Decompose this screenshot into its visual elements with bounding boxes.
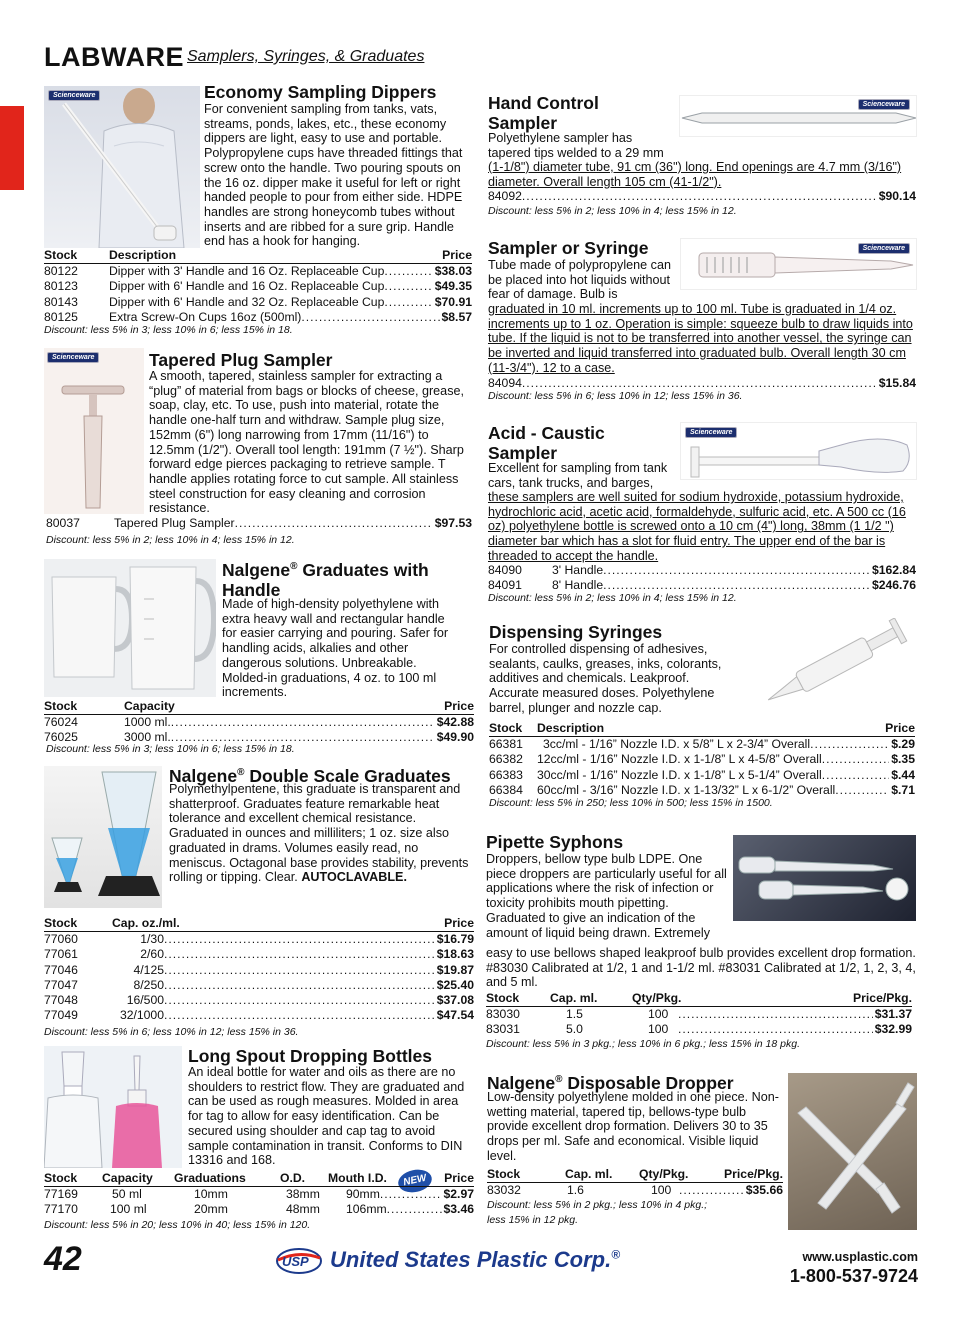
table-row: 77169 50 ml 10mm 38mm 90mm ..... $2.97	[44, 1187, 474, 1202]
syringe-sampler-description-a: Tube made of polypropylene can be placed into hot liquids without fear of damage. Bulb is	[488, 258, 671, 302]
pipette-photo	[733, 835, 916, 921]
table-row: 77049 32/1000 ..... $47.54	[44, 1008, 474, 1023]
double-scale-description: Polymethylpentene, this graduate is transparent and shatterproof. Graduates feature remarkable heat tolerance and excellent chemical resistance. Graduated in ounces and milliliters; 1 oz. size also graduated in drams. Volumes easily read, no meniscus. Octagonal base provides stability, prevents rolling or tipping. Clear. AUTOCLAVABLE.	[169, 782, 469, 885]
table-row: 66382 12cc/ml - 1/16” Nozzle I.D. x 1-1/8” L x 4-5/8” Overall ..... $.35	[489, 752, 915, 767]
table-header: Stock Cap. ml. Qty/Pkg. Price/Pkg.	[487, 1167, 783, 1183]
syringe-sampler-title: Sampler or Syringe	[488, 238, 649, 258]
table-row: 84092 ..... $90.14	[488, 189, 916, 204]
hand-control-title: Hand Control Sampler	[488, 93, 599, 133]
table-row: 77060 1/30 ..... $16.79	[44, 932, 474, 947]
graduates-handle-photo	[44, 559, 216, 697]
bottles-discount: Discount: less 5% in 20; less 10% in 40; less 15% in 120.	[44, 1219, 311, 1231]
bottles-title: Long Spout Dropping Bottles	[188, 1046, 432, 1066]
usp-logo-text: USP	[282, 1254, 309, 1269]
bottles-description: An ideal bottle for water and oils as there are no shoulders to restrict flow. They are graduated and can be used as rough measures. Molded in area for tag to allow for easy identification. Can be secured using shoulder and cap tag to avoid sample contamination in transit. Conforms to DIN 13316 and 168.	[188, 1065, 465, 1168]
table-header: Stock Description Price	[489, 721, 915, 737]
page-edge-tab	[0, 106, 24, 190]
dipper-photo	[44, 86, 200, 248]
pipette-table	[486, 991, 912, 1038]
bottles-table	[44, 1171, 474, 1218]
hand-control-description-a: Polyethylene sampler has tapered tips welded to a 29 mm	[488, 131, 664, 160]
dippers-discount: Discount: less 5% in 3; less 10% in 6; less 15% in 18.	[44, 324, 293, 336]
dispensing-description: For controlled dispensing of adhesives, sealants, caulks, greases, inks, colorants, additives and chemicals. Leakproof. Accurate measured doses. Polyethylene barrel, plunger and nozzle cap.	[489, 642, 722, 715]
pipette-discount: Discount: less 5% in 3 pkg.; less 10% in 6 pkg.; less 15% in 18 pkg.	[486, 1038, 801, 1050]
website-url[interactable]: www.usplastic.com	[802, 1250, 918, 1264]
graduates-handle-title: Nalgene® Graduates with Handle	[222, 559, 429, 600]
acid-description-b: these samplers are well suited for sodium hydroxide, potassium hydroxide, hydrochloric acid, acetic acid, formaldehyde, sulfuric acid, etc. A 500 cc (16 oz) polyethylene bottle is screwed onto a 10 cm (4") long, 38mm (1 1/2 ") diameter bar which has a slot for fluid entry. The upper end of the bar is threaded to accept the handle.	[488, 490, 906, 563]
table-row: 80143 Dipper with 6' Handle and 32 Oz. Replaceable Cup ..... $70.91	[44, 295, 472, 310]
table-row: 83031 5.0 100 ..... $32.99	[486, 1022, 912, 1037]
double-scale-title: Nalgene® Double Scale Graduates	[169, 765, 451, 786]
dispensing-discount: Discount: less 5% in 250; less 10% in 500; less 15% in 1500.	[489, 797, 773, 809]
dispensing-title: Dispensing Syringes	[489, 622, 663, 642]
graduates-handle-description: Made of high-density polyethylene with extra heavy wall and rectangular handle for easier carrying and pouring. Safer for handling acids, alkalies and other dangerous solutions. Unbreakable. Molded-in graduations, 4 oz. to 100 ml increments.	[222, 597, 449, 700]
section-subtitle: Samplers, Syringes, & Graduates	[187, 48, 425, 65]
dispensing-table	[489, 721, 915, 798]
graduates-handle-discount: Discount: less 5% in 3; less 10% in 6; less 15% in 18.	[46, 743, 295, 755]
syringe-sampler-discount: Discount: less 5% in 6; less 10% in 12; less 15% in 36.	[488, 390, 743, 402]
disposable-discount-b: less 15% in 12 pkg.	[487, 1214, 579, 1226]
disposable-title: Nalgene® Disposable Dropper	[487, 1072, 734, 1093]
syringe-sampler-table	[488, 376, 916, 391]
syringe-sampler-description-b: graduated in 10 ml. increments up to 100 ml. Tube is graduated in 1/4 oz. increments up to 1 oz. Operation is simple: squeeze bulb to draw liquids into tube. If the liquid is not to be transferred into another vessel, the syringe can be inverted and liquid transferred into graduated bulb. Overall length 30 cm (11-3/4"). 12 to a case.	[488, 302, 913, 375]
table-row: 84094 ..... $15.84	[488, 376, 916, 391]
hand-control-discount: Discount: less 5% in 2; less 10% in 4; less 15% in 12.	[488, 205, 737, 217]
double-scale-table	[44, 916, 474, 1023]
table-row: 83030 1.5 100 ..... $31.37	[486, 1007, 912, 1022]
table-row: 66383 30cc/ml - 1/16” Nozzle I.D. x 1-1/8” L x 5-1/4” Overall ..... $.44	[489, 768, 915, 783]
hand-control-photo	[679, 95, 917, 137]
disposable-discount-a: Discount: less 5% in 2 pkg.; less 10% in 4 pkg.;	[487, 1199, 708, 1211]
scienceware-logo: Scienceware	[47, 352, 99, 363]
usp-logo	[276, 1248, 322, 1274]
table-header: Stock Cap. ml. Qty/Pkg. Price/Pkg.	[486, 991, 912, 1007]
disposable-table	[487, 1167, 783, 1198]
pipette-description-a: Droppers, bellow type bulb LDPE. One piece droppers are particularly useful for all applications where the risk of infection or toxicity prohibits mouth pipetting. Graduated to give an indication of the amount of liquid being drawn. Extremely	[486, 852, 727, 940]
dropping-bottles-photo	[44, 1046, 182, 1168]
phone-number: 1-800-537-9724	[789, 1266, 918, 1286]
table-row: 84090 3' Handle ..... $162.84	[488, 563, 916, 578]
section-title: LABWARE	[44, 42, 184, 72]
scienceware-logo: Scienceware	[685, 427, 737, 438]
brand-name: United States Plastic Corp.®	[330, 1247, 621, 1272]
plug-discount: Discount: less 5% in 2; less 10% in 4; less 15% in 12.	[46, 534, 295, 546]
table-row: 66384 60cc/ml - 3/16” Nozzle I.D. x 1-13/32” L x 6-1/2” Overall ..... $.71	[489, 783, 915, 798]
table-row: 80125 Extra Screw-On Cups 16oz (500ml) ..... $8.57	[44, 310, 472, 325]
acid-table	[488, 563, 916, 593]
new-badge: NEW	[396, 1167, 434, 1196]
scienceware-logo: Scienceware	[858, 243, 910, 254]
double-scale-discount: Discount: less 5% in 6; less 10% in 12; less 15% in 36.	[44, 1026, 299, 1038]
plug-title: Tapered Plug Sampler	[149, 350, 333, 370]
table-row: 77047 8/250 ..... $25.40	[44, 978, 474, 993]
disposable-description: Low-density polyethylene molded in one piece. Non-wetting material, tapered tip, bellows-type bulb provide excellent drop formation. Delivers 30 to 35 drops per ml. Safe and economical. Visible liquid level.	[487, 1090, 779, 1163]
dippers-title: Economy Sampling Dippers	[204, 82, 437, 102]
double-scale-photo	[44, 766, 162, 908]
acid-sampler-photo	[680, 422, 917, 480]
table-row: 77061 2/60 ..... $18.63	[44, 947, 474, 962]
table-row: 84091 8' Handle ..... $246.76	[488, 578, 916, 593]
table-row: 66381 3cc/ml - 1/16” Nozzle I.D. x 5/8” L x 2-3/4” Overall ..... $.29	[489, 737, 915, 752]
acid-discount: Discount: less 5% in 2; less 10% in 4; less 15% in 12.	[488, 592, 737, 604]
table-row: 80122 Dipper with 3' Handle and 16 Oz. Replaceable Cup ..... $38.03	[44, 264, 472, 279]
hand-control-table	[488, 189, 916, 204]
table-header: Stock Description Price	[44, 248, 472, 264]
pipette-description-b: easy to use bellows shaped leakproof bulb provides excellent drop formation. #83030 Calibrated at 1/2, 1 and 1-1/2 ml. #83031 Calibrated at 1/2, 1, 2, 3, 4, and 5 ml.	[486, 946, 916, 990]
acid-description-a: Excellent for sampling from tank cars, tank trucks, and barges,	[488, 461, 668, 490]
table-row: 77170 100 ml 20mm 48mm 106mm ..... $3.46	[44, 1202, 474, 1217]
table-header: Stock Capacity Price	[44, 699, 474, 715]
table-row: 76025 3000 ml. ..... $49.90	[44, 730, 474, 745]
pipette-title: Pipette Syphons	[486, 832, 624, 852]
plug-description: A smooth, tapered, stainless sampler for extracting a “plug” of material from bags or blocks of cheese, grease, soap, clay, etc. To use, push into material, rotate the handle one-half turn and withdraw. Sample plug size, 152mm (6") long narrowing from 17mm (11/16") to 12.5mm (1/2"). Overall tool length: 191mm (7 ½"). Sharp forward edge pierces packaging to retrieve sample. T handle applies rotating force to cut sample. All stainless steel construction for easy cleaning and corrosion resistance.	[149, 369, 464, 516]
dippers-table	[44, 248, 472, 325]
scienceware-logo: Scienceware	[48, 90, 100, 101]
table-row: 80037 Tapered Plug Sampler ..... $97.53	[46, 516, 472, 531]
plug-table	[46, 516, 472, 531]
table-header: Stock Capacity Graduations O.D. Mouth I.D. Price	[44, 1171, 474, 1187]
scienceware-logo: Scienceware	[858, 99, 910, 110]
table-row: 80123 Dipper with 6' Handle and 16 Oz. Replaceable Cup ..... $49.35	[44, 279, 472, 294]
syringe-sampler-photo	[680, 238, 917, 290]
table-header: Stock Cap. oz./ml. Price	[44, 916, 474, 932]
table-row: 83032 1.6 100 ..... $35.66	[487, 1183, 783, 1198]
hand-control-description-b: (1-1/8") diameter tube, 91 cm (36") long. End openings are 4.7 mm (3/16") diameter. Overall length 105 cm (41-1/2").	[488, 160, 902, 189]
acid-title: Acid - Caustic Sampler	[488, 423, 605, 463]
disposable-dropper-photo	[788, 1073, 917, 1230]
graduates-handle-table	[44, 699, 474, 746]
table-row: 76024 1000 ml. ..... $42.88	[44, 715, 474, 730]
table-row: 77046 4/125 ..... $19.87	[44, 963, 474, 978]
dippers-description: For convenient sampling from tanks, vats, streams, ponds, lakes, etc., these economy dippers are light, easy to use and portable. Polypropylene cups have threaded fittings that screw onto the handle. Two pouring spouts on the 16 oz. dipper make it useful for left or right handed people to pour from either side. HDPE handles are strong honeycomb tubes without inserts and are ribbed for a sure grip. Handle end has a hook for hanging.	[204, 102, 463, 249]
table-row: 77048 16/500 ..... $37.08	[44, 993, 474, 1008]
dispensing-syringe-photo	[750, 618, 918, 714]
plug-sampler-photo	[44, 348, 144, 514]
page-number: 42	[44, 1240, 82, 1278]
